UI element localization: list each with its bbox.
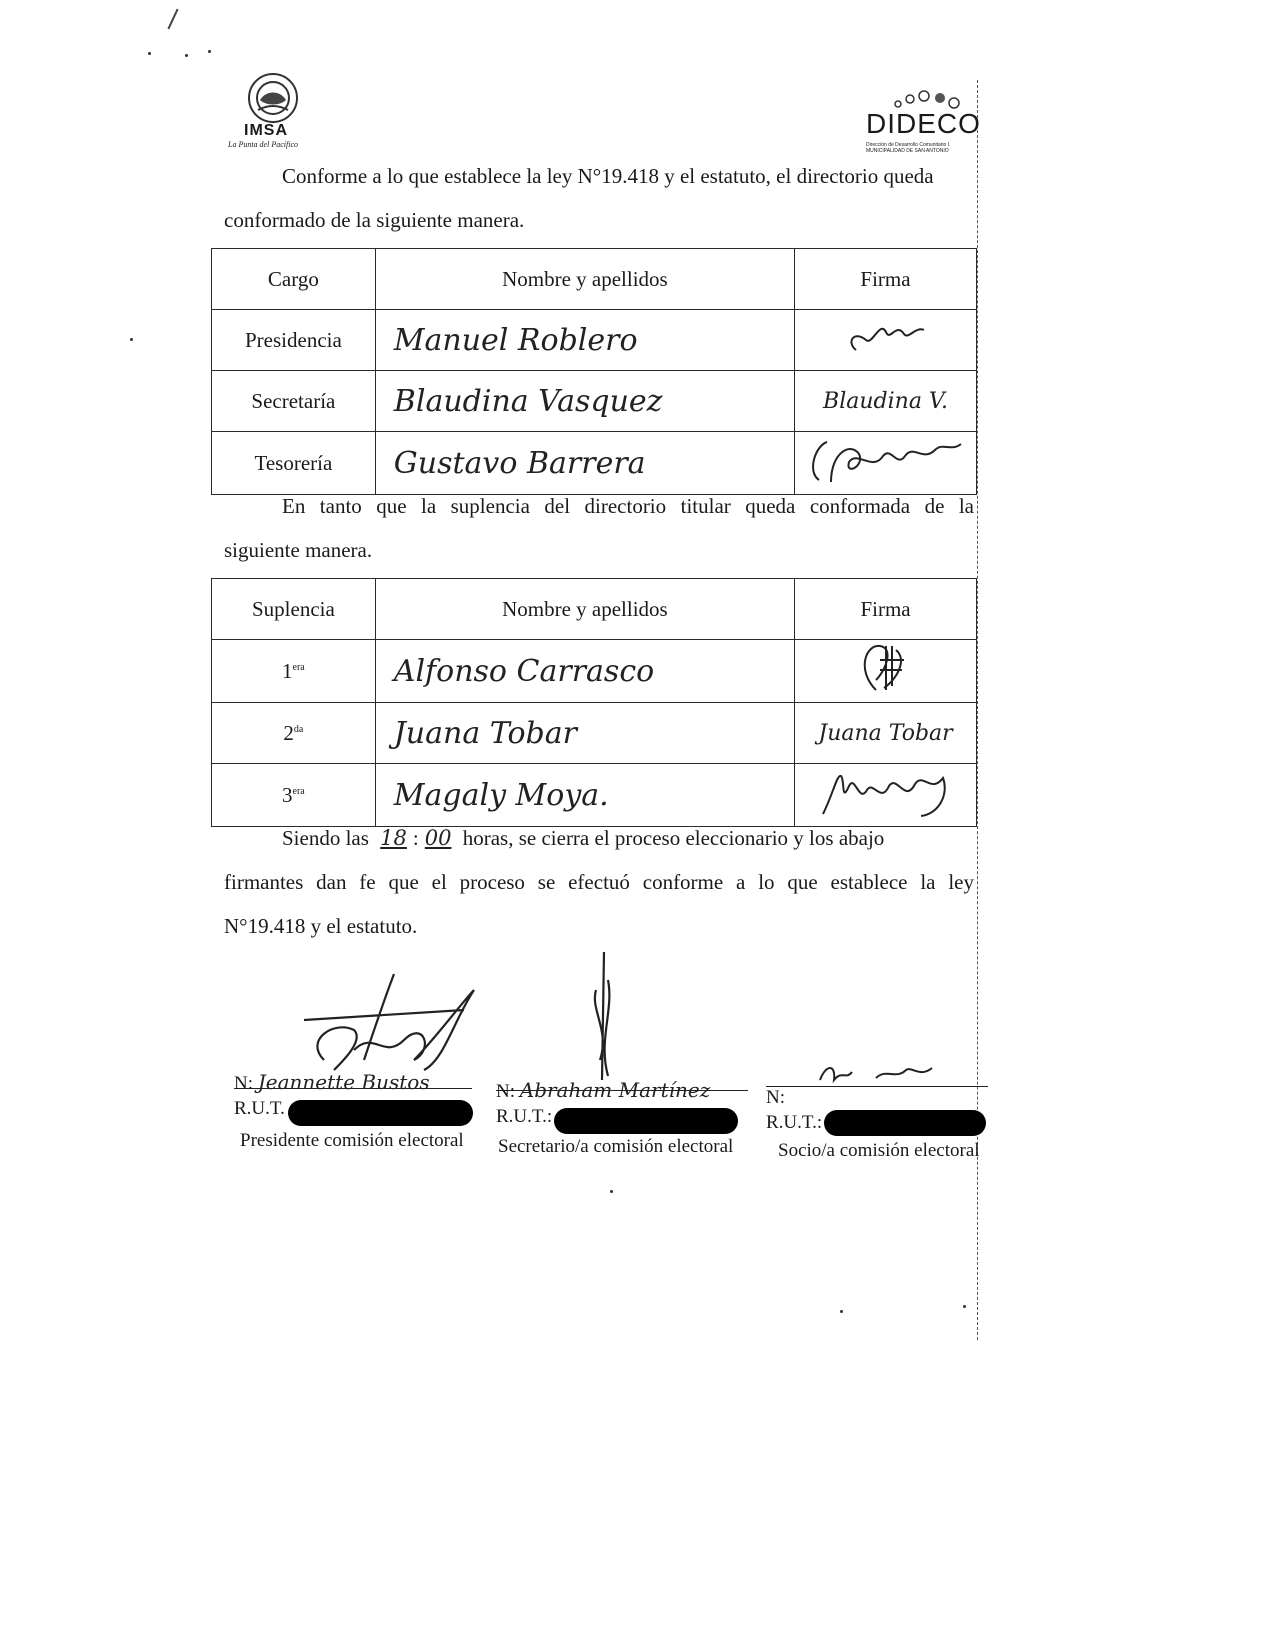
closing-line-1-start: Siendo las — [282, 826, 369, 850]
rut-row — [496, 1106, 552, 1128]
intro-paragraph — [224, 154, 974, 242]
signature-block-secretary — [496, 950, 756, 1160]
suplencia-intro-line-2: siguiente manera. — [224, 538, 373, 562]
table-row — [212, 310, 977, 371]
signature-block-president — [234, 970, 484, 1160]
redacted-rut — [824, 1110, 986, 1136]
firma-header: Firma — [795, 249, 977, 310]
cargo-cell: Tesorería — [212, 432, 376, 495]
signature-image — [801, 432, 971, 488]
name-label: N: — [234, 1073, 253, 1094]
dideco-dots-icon — [888, 88, 968, 110]
nombre-cell: Blaudina Vasquez — [375, 371, 794, 432]
table-row — [212, 640, 977, 703]
table-row — [212, 703, 977, 764]
firma-cell — [795, 640, 977, 703]
suplencia-ordinal: era — [292, 785, 305, 797]
suplencia-ordinal: era — [292, 661, 305, 673]
role-label: Socio/a comisión electoral — [778, 1140, 980, 1161]
firma-cell: Juana Tobar — [795, 703, 977, 764]
suplencia-intro-paragraph — [224, 484, 974, 572]
signature-image — [846, 640, 926, 696]
nombre-cell: Gustavo Barrera — [375, 432, 794, 495]
scan-speck — [208, 50, 211, 53]
closing-minutes: 00 — [424, 826, 452, 850]
scan-speck — [148, 52, 151, 55]
signature-image — [816, 1060, 936, 1086]
closing-line-2: firmantes dan fe que el proceso se efectuó conforme a lo que establece la ley — [224, 870, 974, 894]
scan-speck — [840, 1310, 843, 1313]
cargo-cell: Presidencia — [212, 310, 376, 371]
redacted-rut — [554, 1108, 738, 1134]
imsa-emblem-icon — [228, 70, 318, 126]
cargo-header: Cargo — [212, 249, 376, 310]
directorio-table — [211, 248, 977, 495]
closing-paragraph — [224, 816, 974, 948]
nombre-header: Nombre y apellidos — [375, 579, 794, 640]
nombre-cell: Alfonso Carrasco — [375, 640, 794, 703]
suplencia-table — [211, 578, 977, 827]
suplencia-header: Suplencia — [212, 579, 376, 640]
signer-name-row — [496, 1078, 710, 1103]
suplencia-intro-line-1: En tanto que la suplencia del directorio titular queda conformada de la — [282, 494, 974, 518]
name-label: N: — [766, 1087, 785, 1108]
suplencia-number: 3 — [282, 782, 293, 807]
dideco-logo-subtext: Dirección de Desarrollo Comunitario I. MUNICIPALIDAD DE SAN ANTONIO — [866, 142, 951, 154]
rut-row — [766, 1112, 822, 1134]
closing-line-3: N°19.418 y el estatuto. — [224, 914, 418, 938]
nombre-cell: Magaly Moya. — [375, 764, 794, 827]
rut-row — [234, 1098, 285, 1120]
suplencia-ordinal: da — [293, 723, 304, 735]
nombre-cell: Juana Tobar — [375, 703, 794, 764]
signature-image — [264, 970, 484, 1080]
intro-line-1: Conforme a lo que establece la ley N°19.418 y el estatuto, el directorio queda — [282, 164, 934, 188]
rut-label: R.U.T.: — [496, 1106, 553, 1127]
scan-mark — [167, 9, 178, 30]
signature-image — [580, 950, 640, 1090]
table-header-row — [212, 579, 977, 640]
firma-cell — [795, 310, 977, 371]
signature-image — [826, 312, 946, 362]
firma-header: Firma — [795, 579, 977, 640]
role-label: Secretario/a comisión electoral — [498, 1136, 734, 1157]
table-row — [212, 371, 977, 432]
signer-name: Abraham Martínez — [519, 1078, 711, 1102]
closing-line-1: Siendo las 18 : 00 horas, se cierra el proceso eleccionario y los abajo — [282, 826, 885, 850]
intro-line-2: conformado de la siguiente manera. — [224, 208, 525, 232]
suplencia-number-cell — [212, 703, 376, 764]
scan-speck — [130, 338, 133, 341]
signer-name: Jeannette Bustos — [257, 1070, 430, 1094]
signer-name-row — [234, 1070, 430, 1095]
imsa-tagline: La Punta del Pacífico — [228, 140, 298, 149]
imsa-logo — [228, 70, 318, 150]
role-label: Presidente comisión electoral — [240, 1130, 464, 1151]
dideco-logo-text: DIDECO — [866, 108, 981, 139]
nombre-cell: Manuel Roblero — [375, 310, 794, 371]
cargo-cell: Secretaría — [212, 371, 376, 432]
signer-name-row — [766, 1086, 785, 1109]
suplencia-number-cell — [212, 640, 376, 703]
suplencia-number: 2 — [283, 720, 294, 745]
closing-line-1-end: horas, se cierra el proceso eleccionario y los abajo — [462, 826, 885, 850]
dideco-logo — [866, 88, 981, 158]
imsa-logo-text: IMSA — [244, 122, 288, 139]
scan-speck — [963, 1305, 966, 1308]
scan-speck — [610, 1190, 613, 1193]
rut-label: R.U.T. — [234, 1098, 285, 1119]
signature-image — [811, 764, 961, 820]
name-label: N: — [496, 1081, 515, 1102]
table-header-row — [212, 249, 977, 310]
scan-speck — [185, 54, 188, 57]
redacted-rut — [288, 1100, 473, 1126]
rut-label: R.U.T.: — [766, 1112, 823, 1133]
suplencia-number: 1 — [282, 658, 293, 683]
firma-cell: Blaudina V. — [795, 371, 977, 432]
closing-hour: 18 — [380, 826, 407, 850]
nombre-header: Nombre y apellidos — [375, 249, 794, 310]
signature-block-member — [766, 1060, 990, 1170]
signature-line — [766, 1086, 988, 1087]
